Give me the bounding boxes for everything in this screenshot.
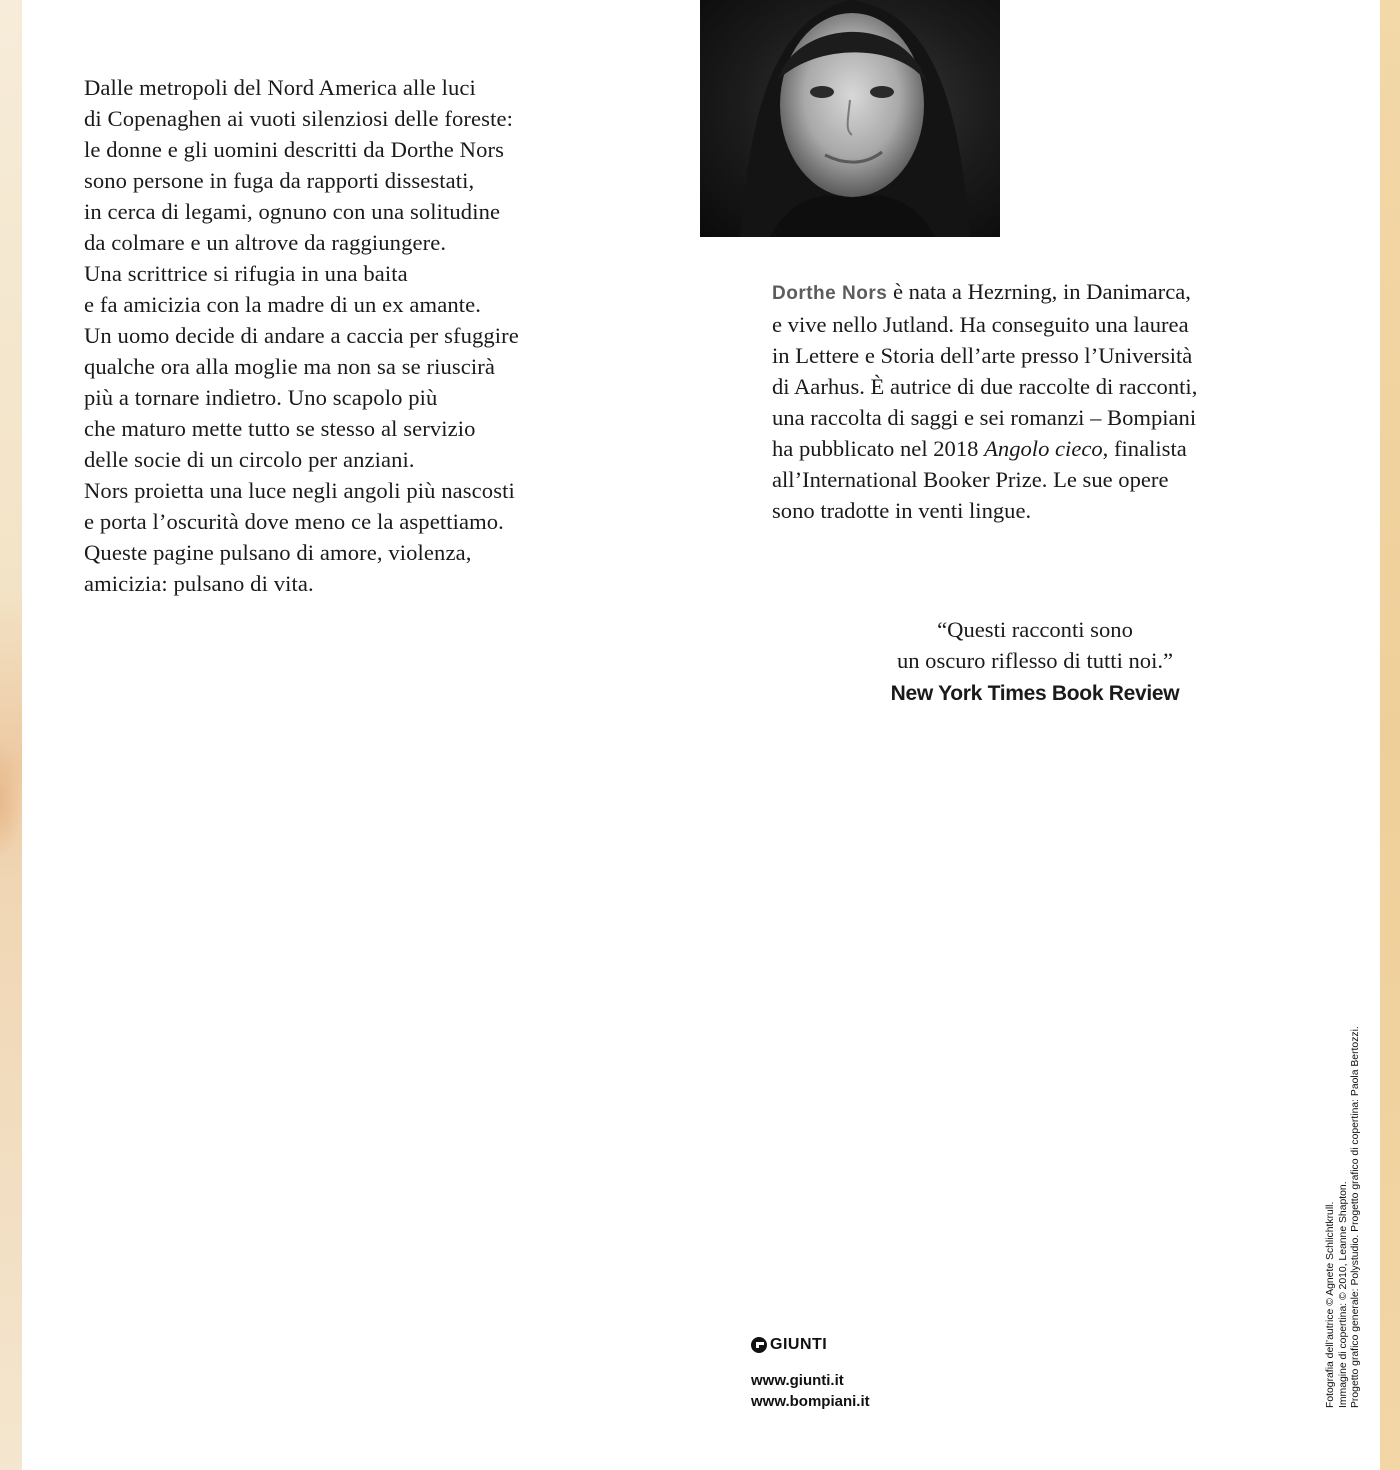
blurb-line: qualche ora alla moglie ma non sa se riuscirà bbox=[84, 354, 496, 379]
blurb-line: delle socie di un circolo per anziani. bbox=[84, 447, 415, 472]
publisher-block bbox=[751, 1336, 870, 1412]
credit-line: Fotografia dell’autrice © Agnete Schlichtkrull. bbox=[1325, 1201, 1336, 1408]
giunti-logo-icon bbox=[751, 1337, 767, 1353]
blurb-line: di Copenaghen ai vuoti silenziosi delle foreste: bbox=[84, 106, 513, 131]
cover-edge-right bbox=[1380, 0, 1400, 1470]
book-title: Angolo cieco bbox=[984, 436, 1103, 461]
blurb-line: e fa amicizia con la madre di un ex amante. bbox=[84, 292, 481, 317]
cover-credits bbox=[1325, 948, 1373, 1408]
cover-edge-left bbox=[0, 0, 22, 1470]
blurb-text bbox=[84, 72, 644, 599]
publisher-logo bbox=[751, 1336, 870, 1354]
review-quote bbox=[780, 614, 1290, 709]
blurb-line: che maturo mette tutto se stesso al servizio bbox=[84, 416, 476, 441]
publisher-url-giunti[interactable]: www.giunti.it bbox=[751, 1372, 844, 1389]
bio-line-text: , finalista bbox=[1102, 436, 1187, 461]
quote-source: New York Times Book Review bbox=[890, 682, 1180, 705]
bio-line: in Lettere e Storia dell’arte presso l’Università bbox=[772, 343, 1193, 368]
bio-line-text: ha pubblicato nel 2018 bbox=[772, 436, 985, 461]
author-name: Dorthe Nors bbox=[772, 283, 888, 304]
blurb-line: più a tornare indietro. Uno scapolo più bbox=[84, 385, 438, 410]
bio-line bbox=[772, 276, 1332, 309]
publisher-logo-text: GIUNTI bbox=[770, 1336, 828, 1353]
blurb-line: da colmare e un altrove da raggiungere. bbox=[84, 230, 447, 255]
blurb-line: Nors proietta una luce negli angoli più nascosti bbox=[84, 478, 515, 503]
bio-line: di Aarhus. È autrice di due raccolte di racconti, bbox=[772, 374, 1198, 399]
blurb-line: Una scrittrice si rifugia in una baita bbox=[84, 261, 408, 286]
bio-line: e vive nello Jutland. Ha conseguito una laurea bbox=[772, 312, 1189, 337]
publisher-urls bbox=[751, 1370, 870, 1412]
bio-line: una raccolta di saggi e sei romanzi – Bompiani bbox=[772, 405, 1197, 430]
blurb-line: le donne e gli uomini descritti da Dorthe Nors bbox=[84, 137, 504, 162]
author-photo bbox=[700, 0, 1000, 237]
blurb-line: Dalle metropoli del Nord America alle luci bbox=[84, 75, 476, 100]
bio-line bbox=[772, 433, 1332, 464]
credit-line: Immagine di copertina: © 2010, Leanne Shapton. bbox=[1337, 1181, 1349, 1408]
blurb-line: e porta l’oscurità dove meno ce la aspettiamo. bbox=[84, 509, 504, 534]
bio-line-text: è nata a Hezrning, in Danimarca, bbox=[887, 279, 1191, 304]
publisher-url-bompiani[interactable]: www.bompiani.it bbox=[751, 1393, 870, 1410]
bio-line: sono tradotte in venti lingue. bbox=[772, 498, 1032, 523]
blurb-line: Un uomo decide di andare a caccia per sfuggire bbox=[84, 323, 519, 348]
author-portrait-illustration bbox=[700, 0, 1000, 237]
author-bio bbox=[772, 276, 1332, 526]
bio-line: all’International Booker Prize. Le sue opere bbox=[772, 467, 1169, 492]
blurb-line: amicizia: pulsano di vita. bbox=[84, 571, 314, 596]
quote-line: un oscuro riflesso di tutti noi.” bbox=[896, 648, 1174, 673]
quote-line: “Questi racconti sono bbox=[937, 617, 1133, 642]
blurb-line: sono persone in fuga da rapporti dissestati, bbox=[84, 168, 475, 193]
blurb-line: Queste pagine pulsano di amore, violenza, bbox=[84, 540, 472, 565]
blurb-line: in cerca di legami, ognuno con una solitudine bbox=[84, 199, 501, 224]
credit-line: Progetto grafico generale: Polystudio. Progetto grafico di copertina: Paola Bertozzi. bbox=[1350, 1026, 1361, 1408]
